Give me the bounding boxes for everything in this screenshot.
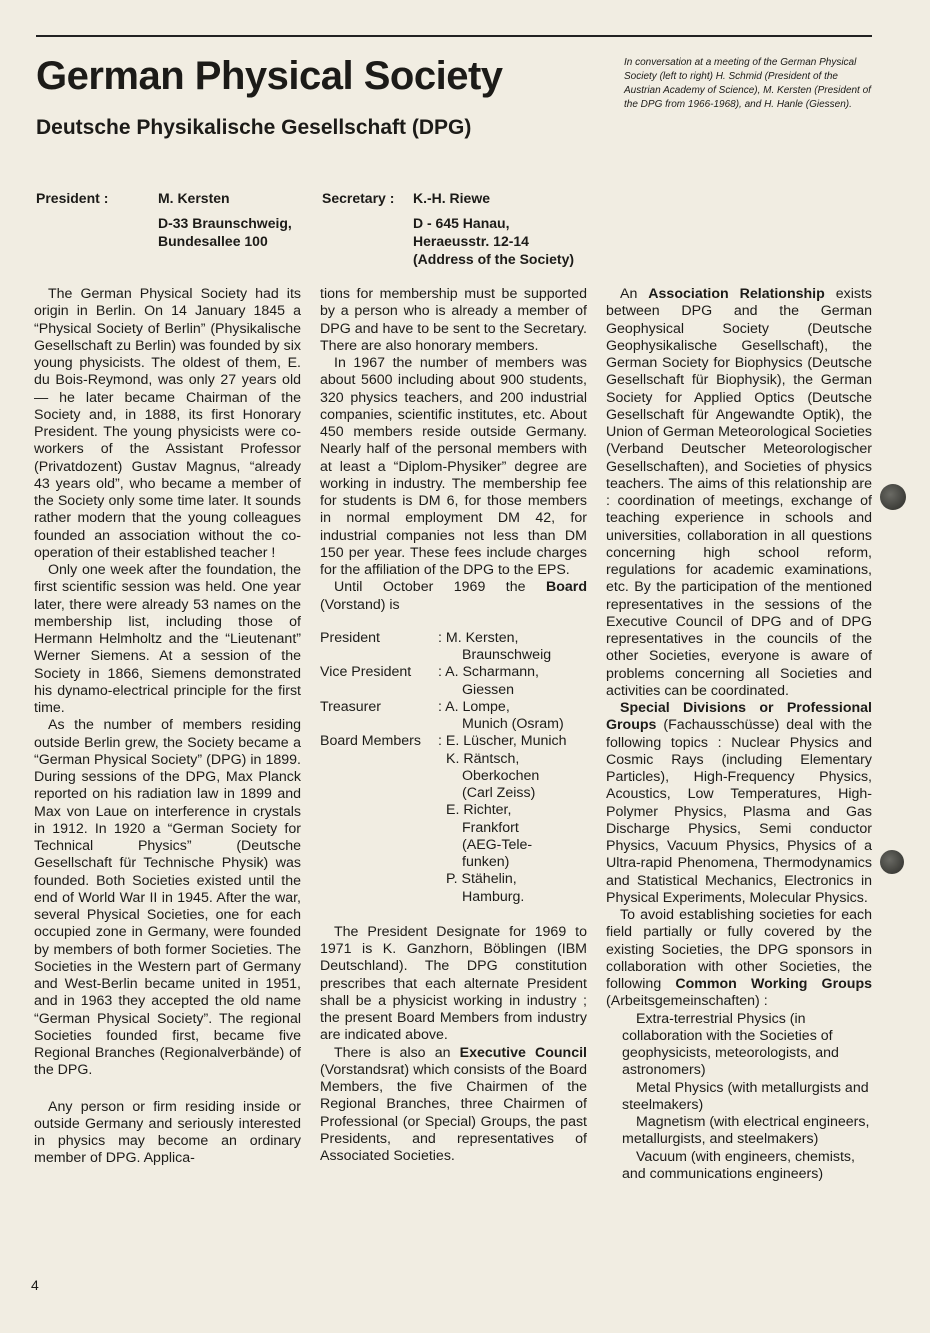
secretary-address-line1: D - 645 Hanau, bbox=[413, 215, 510, 231]
history-paragraph-1: The German Physical Society had its origin in Berlin. On 14 January 1845 a “Physical Society of Berlin” (Physikalische Gesellschaft zu Berlin) was founded by six young physicists. The oldest of them, E. du Bois-Reymond, was only 27 years old — he later became Chairman of the Society and, in 1888, its first Honorary President. The young physicists were co-workers of the Assistant Professor (Privatdozent) Gustav Magnus, “already 43 years old”, who became a member of the Society only some time later. It sounds rather modern that the young colleagues founded an association without the co-operation of their established teacher ! bbox=[34, 286, 301, 561]
secretary-address bbox=[413, 214, 574, 268]
president-designate-paragraph: The President Designate for 1969 to 1971 is K. Ganzhorn, Böblingen (IBM Deutschland). The DPG constitution prescribes that each alternate President shall be a physicist working in industry ; the present Board Members from industry are indicated above. bbox=[320, 923, 587, 1044]
page-subtitle: Deutsche Physikalische Gesellschaft (DPG) bbox=[36, 116, 472, 139]
photo-caption: In conversation at a meeting of the German Physical Society (left to right) H. Schmid (President of the Austrian Academy of Science), M. Kersten (President of the DPG from 1966-1968), and H. Hanle (Giessen). bbox=[624, 57, 871, 110]
working-group-item: Magnetism (with electrical engineers, metallurgists, and steelmakers) bbox=[622, 1114, 870, 1148]
president-name: M. Kersten bbox=[158, 190, 230, 206]
column-3 bbox=[606, 286, 872, 1183]
page-title: German Physical Society bbox=[36, 54, 503, 98]
members-paragraph: In 1967 the number of members was about 5600 including about 900 students, 320 physics teachers, and 200 industrial companies, scientific institutes, etc. About 450 members reside outside Germany. Nearly half of the personal members with at least a “Diplom-Physiker” degree are working in industry. The membership fee for students is DM 6, for those members in normal employment DM 42, for industrial companies not less than DM 150 per year. These fees include charges for the affiliation of the DPG to the EPS. bbox=[320, 355, 587, 578]
board-row-vice-president: Vice President : A. Scharmann, Giessen bbox=[320, 664, 539, 698]
association-paragraph: An Association Relationship exists between DPG and the German Geophysical Society (Deutsche Geophysikalische Gesellschaft), the German Society for Biophysics (Deutsche Gesellschaft für Biophysik), the German Society for Applied Optics (Deutsche Gesellschaft für Angewandte Optik), the Union of German Meteorological Societies (Verband Deutscher Meteorologischer Gesellschaften), and Societies of physics teachers. The aims of this relationship are : coordination of meetings, exchange of teaching experience in schools and universities, collaboration in all questions concerning high school reform, regulations for academic examinations, etc. By the participation of the mentioned representatives in the sessions of the Executive Council of DPG and of DPG representatives in the councils of the other Societies, everyone is aware of problems concerning all Societies and activities can be coordinated. bbox=[606, 286, 872, 699]
board-row-president: President : M. Kersten, Braunschweig bbox=[320, 629, 552, 663]
column-1 bbox=[34, 286, 301, 1168]
executive-council-paragraph: There is also an Executive Council (Vorstandsrat) which consists of the Board Members, the five Chairmen of the Regional Branches, three Chairmen of Professional (or Special) Groups, the past Presidents, and representatives of Associated Societies. bbox=[320, 1044, 587, 1164]
working-group-item: Metal Physics (with metallurgists and steelmakers) bbox=[622, 1079, 869, 1113]
column-2 bbox=[320, 286, 587, 1165]
secretary-name: K.-H. Riewe bbox=[413, 190, 491, 206]
working-groups-paragraph: To avoid establishing societies for each field partially or fully covered by the existing Societies, the DPG sponsors in collaboration with other Societies, the following Common Working Groups (Arbeitsgemeinschaften) : bbox=[606, 907, 872, 1010]
board-intro: Until October 1969 the Board (Vorstand) is bbox=[320, 579, 587, 613]
top-rule bbox=[36, 35, 872, 37]
president-address-line1: D-33 Braunschweig, bbox=[158, 215, 292, 231]
board-term: Board bbox=[546, 579, 587, 596]
working-group-item: Vacuum (with engineers, chemists, and communications engineers) bbox=[622, 1148, 855, 1182]
president-address-line2: Bundesallee 100 bbox=[158, 233, 268, 249]
secretary-label: Secretary : bbox=[322, 190, 395, 206]
association-term: Association Relationship bbox=[648, 286, 825, 302]
membership-paragraph: Any person or firm residing inside or outside Germany and seriously interested in physics may become an ordinary member of DPG. Applica- bbox=[34, 1098, 301, 1167]
binding-hole-mark bbox=[880, 484, 906, 510]
working-groups-term: Common Working Groups bbox=[675, 976, 872, 992]
divisions-term: Special Divisions or Professional Groups bbox=[606, 700, 872, 734]
divisions-paragraph: Special Divisions or Professional Groups (Fachausschüsse) deal with the following topics : Nuclear Physics and Cosmic Rays (including Elementary Particles), High-Frequency Physics, Acoustics, Low Temperatures, High-Polymer Physics, Plasma and Gas Discharge Physics, Semi conductor Physics, Vacuum Physics, Physics of a Ultra-rapid Phenomena, Thermodynamics and Statistical Mechanics, Electronics in Physical Experiments, Molecular Physics. bbox=[606, 700, 872, 906]
president-address bbox=[158, 214, 292, 250]
secretary-address-line3: (Address of the Society) bbox=[413, 251, 575, 267]
working-group-item: Extra-terrestrial Physics (in collaboration with the Societies of geophysicists, meteorologists, and astronomers) bbox=[622, 1010, 839, 1079]
president-label: President : bbox=[36, 190, 109, 206]
binding-hole-mark bbox=[880, 850, 904, 874]
board-row-members: Board Members : E. Lüscher, Munich K. Räntsch, Oberkochen (Carl Zeiss) E. Richter, Frankfort (AEG-Tele- funken) P. Stähelin, Hamburg. bbox=[320, 733, 567, 905]
history-paragraph-2: Only one week after the foundation, the first scientific session was held. One year later, there were already 53 names on the membership list, including those of Hermann Helmholtz and the “Lieutenant” Werner Siemens. At a session of the Society in 1866, Siemens demonstrated his dynamo-electrical principle for the first time. bbox=[34, 562, 301, 716]
secretary-address-line2: Heraeusstr. 12-14 bbox=[413, 233, 529, 249]
executive-council-term: Executive Council bbox=[459, 1044, 587, 1061]
board-table bbox=[320, 630, 567, 906]
history-paragraph-3: As the number of members residing outside Berlin grew, the Society became a “German Physical Society” (DPG) in 1899. During sessions of the DPG, Max Planck reported on his radiation law in 1899 and Max von Laue on interference in crystals in 1912. In 1920 a “German Society for Technical Physics” (Deutsche Gesellschaft für Technische Physik) was founded. Both Societies existed until the end of World War II in 1945. After the war, several Physical Societies, one for each occupied zone in Germany, were founded by members of both former Societies. The Societies in the Western part of Germany and West-Berlin became united in 1951, and in 1963 they accepted the old name “German Physical Society”. The regional Societies founded first, became five Regional Branches (Regionalverbände) of the DPG. bbox=[34, 717, 301, 1079]
page-number: 4 bbox=[31, 1277, 39, 1293]
membership-continued: tions for membership must be supported by a person who is already a member of DPG and have to be sent to the Secretary. There are also honorary members. bbox=[320, 286, 587, 354]
board-row-treasurer: Treasurer : A. Lompe, Munich (Osram) bbox=[320, 698, 564, 732]
